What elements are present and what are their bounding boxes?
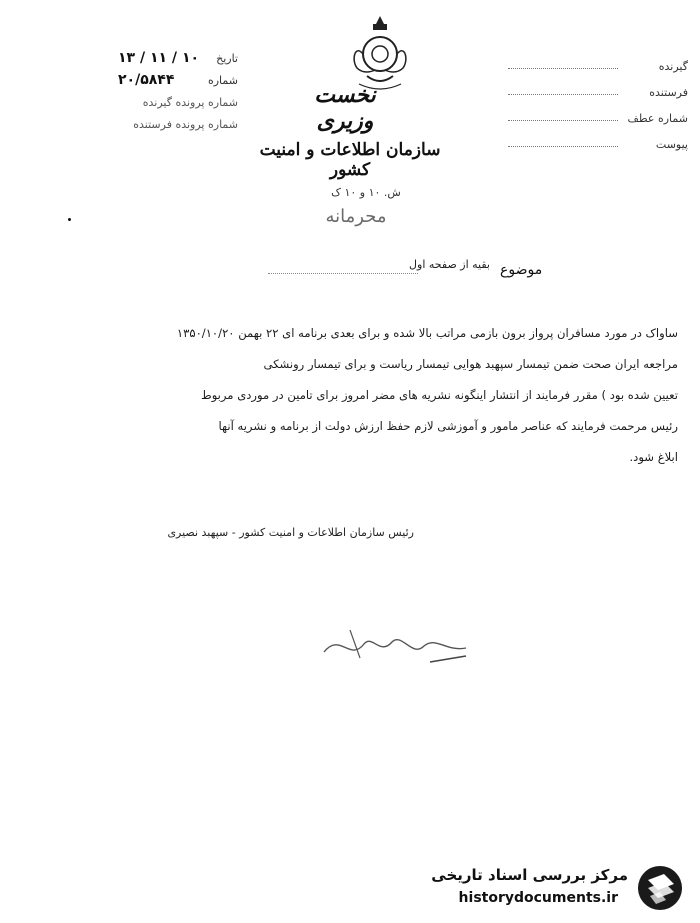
confidential-stamp: محرمانه	[325, 206, 387, 227]
subject-value-wrap	[268, 258, 490, 271]
sender-label: فرستنده	[649, 86, 688, 99]
sender-row	[538, 86, 688, 112]
margin-dot	[68, 218, 71, 221]
receiver-label: گیرنده	[658, 60, 688, 73]
number-value: ۲۰/۵۸۴۴	[118, 72, 175, 88]
archive-logo-icon	[630, 862, 688, 914]
archive-name: مرکز بررسی اسناد تاریخی	[431, 866, 628, 884]
document-meta-left	[118, 52, 238, 140]
handwritten-signature	[320, 622, 470, 670]
number-label: شماره	[207, 74, 238, 87]
subject-value: بقیه از صفحه اول	[409, 258, 490, 271]
document-meta-right	[538, 60, 688, 164]
subject-label: موضوع	[500, 262, 543, 278]
attachment-label: پیوست	[655, 138, 688, 151]
signatory-title: رئیس سازمان اطلاعات و امنیت کشور - سپهبد نصیری	[167, 526, 414, 539]
sender-file-label: شماره پرونده فرستنده	[133, 118, 238, 131]
receiver-file-row	[118, 96, 238, 118]
file-number-dotted-line	[508, 120, 618, 121]
sender-file-row	[118, 118, 238, 140]
receiver-file-label: شماره پرونده گیرنده	[142, 96, 238, 109]
file-number-label: شماره عطف	[627, 112, 688, 125]
office-name: نخست وزیری	[314, 82, 376, 134]
date-value: ۱۰ / ۱۱ / ۱۳	[118, 50, 200, 66]
body-line: تعیین شده بود ) مقرر فرمایند از انتشار اینگونه نشریه های مضر امروز برای تامین در موردی مربوط	[200, 388, 678, 402]
date-label: تاریخ	[216, 52, 238, 65]
subject-dotted-line	[268, 273, 418, 274]
sender-dotted-line	[508, 94, 618, 95]
organization-name: سازمان اطلاعات و امنیت کشور	[259, 140, 441, 180]
receiver-dotted-line	[508, 68, 618, 69]
attachment-dotted-line	[508, 146, 618, 147]
body-line: رئیس مرحمت فرمایند که عناصر مامور و آموزشی لازم حفظ ارزش دولت از برنامه و نشریه آنها	[218, 419, 678, 433]
receiver-row	[538, 60, 688, 86]
number-row	[118, 74, 238, 96]
archive-website: historydocuments.ir	[458, 890, 618, 906]
date-row	[118, 52, 238, 74]
attachment-row	[538, 138, 688, 164]
lion-sun-emblem-icon	[345, 14, 415, 92]
reference-code: ش. ۱۰ و ۱۰ ک	[331, 186, 401, 199]
file-number-row	[538, 112, 688, 138]
body-line: ساواک در مورد مسافران پرواز برون بازمی مراتب بالا شده و برای بعدی برنامه ای ۲۲ بهمن ۱۳۵۰/۱۰/۲۰	[176, 326, 678, 340]
letter-body	[22, 318, 678, 473]
body-line: ابلاغ شود.	[629, 450, 678, 464]
body-line: مراجعه ایران صحت ضمن تیمسار سپهبد هوایی تیمسار ریاست و برای تیمسار رونشکی	[263, 357, 678, 371]
